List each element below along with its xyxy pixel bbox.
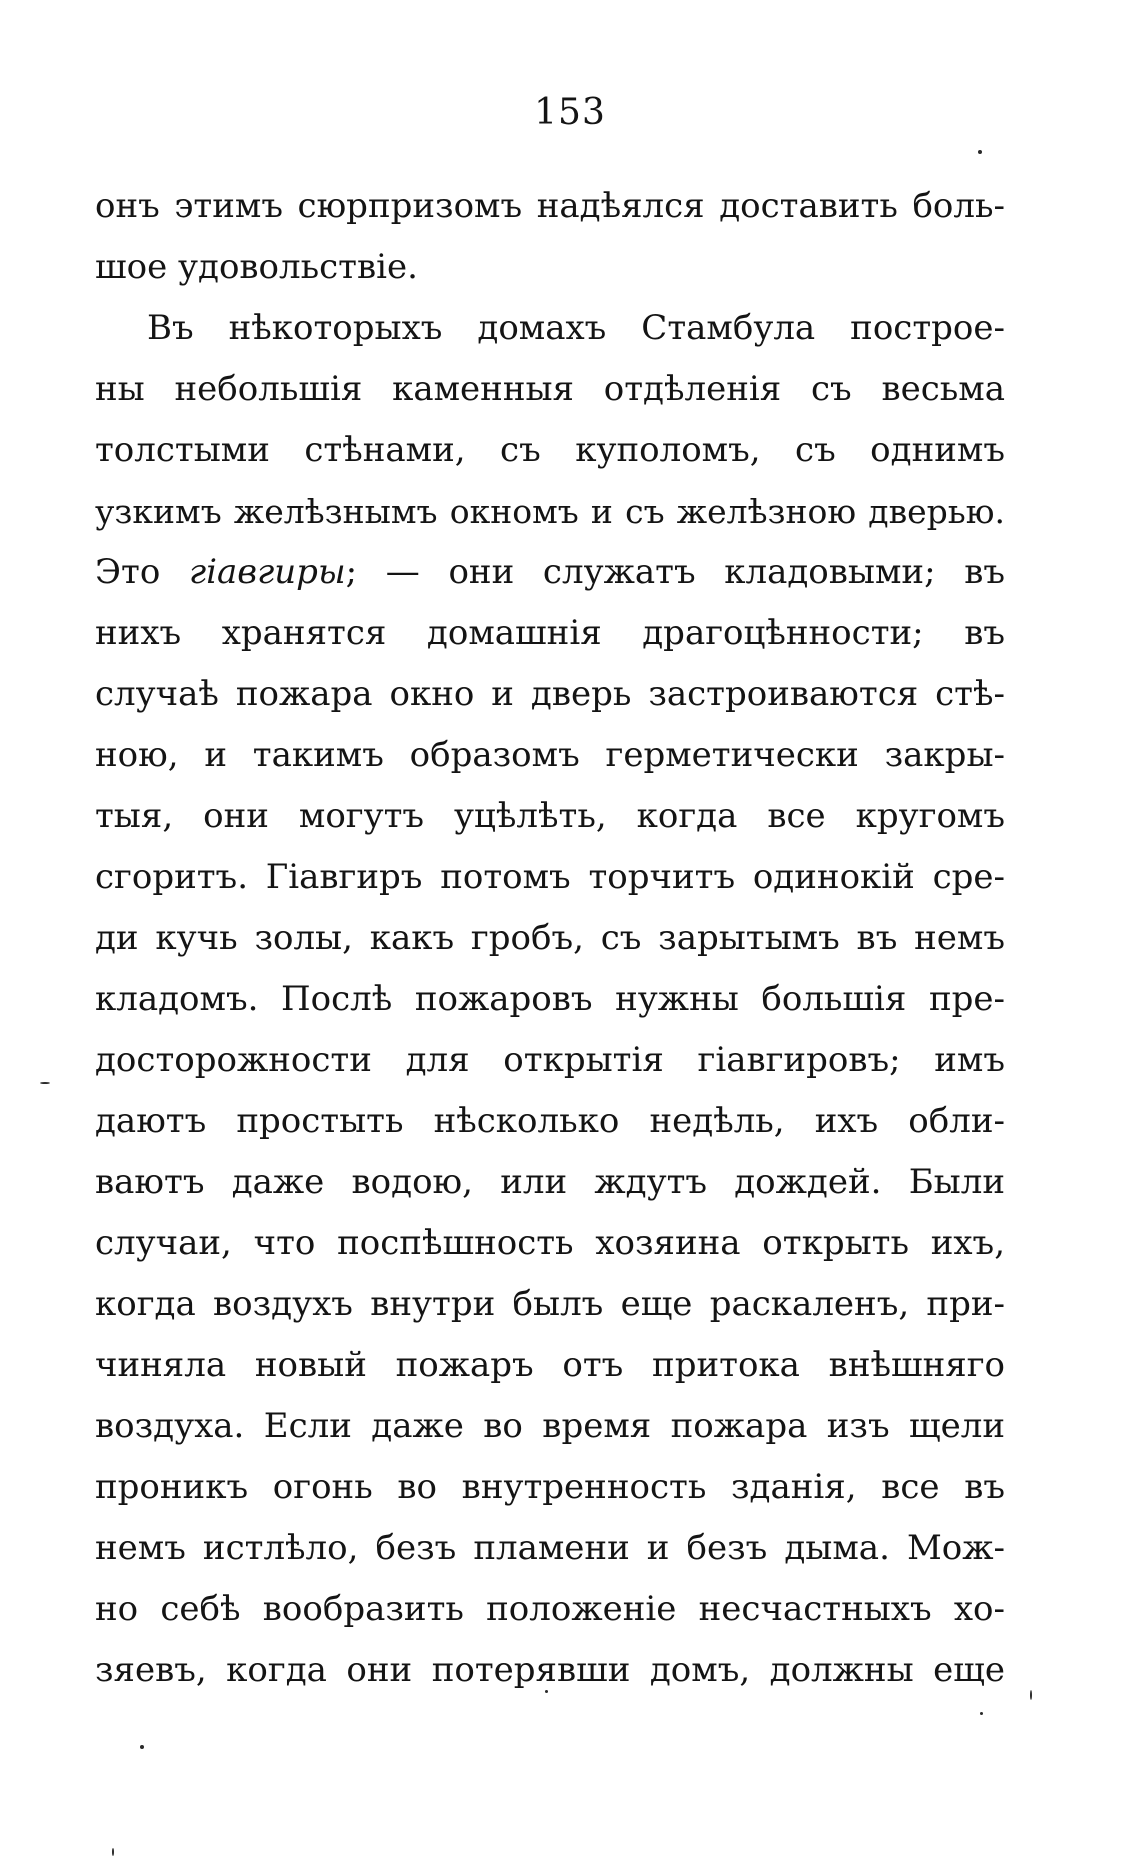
text-line: толстыми стѣнами, съ куполомъ, съ однимъ [95, 430, 1005, 470]
text-line: случаи, что поспѣшность хозяина открыть ихъ, [95, 1223, 1005, 1263]
text-segment: Это [95, 552, 189, 592]
scan-speck [545, 1690, 548, 1693]
body-text [95, 176, 1005, 1701]
text-line: даютъ простыть нѣсколько недѣль, ихъ обли- [95, 1101, 1005, 1141]
scan-speck [112, 1848, 114, 1856]
text-line [95, 542, 1005, 603]
text-line: шое удовольствіе. [95, 247, 418, 287]
text-line: кладомъ. Послѣ пожаровъ нужны большія пре- [95, 979, 1005, 1019]
scan-speck [980, 1712, 983, 1715]
text-line: чиняла новый пожаръ отъ притока внѣшняго [95, 1345, 1005, 1385]
page-number: 153 [534, 92, 606, 133]
text-line: немъ истлѣло, безъ пламени и безъ дыма. Мож- [95, 1528, 1005, 1568]
text-line: ною, и такимъ образомъ герметически закры- [95, 735, 1005, 775]
scan-speck [40, 1082, 50, 1084]
text-line: досторожности для открытія гіавгировъ; имъ [95, 1040, 1005, 1080]
text-line: узкимъ желѣзнымъ окномъ и съ желѣзною дверью. [95, 492, 1005, 531]
text-line: тыя, они могутъ уцѣлѣть, когда все кругомъ [95, 796, 1005, 836]
text-line: сгоритъ. Гіавгиръ потомъ торчитъ одинокій сре- [95, 857, 1005, 897]
text-segment: ; — они служатъ кладовыми; въ [345, 552, 1005, 592]
scan-speck [978, 150, 982, 154]
text-line: случаѣ пожара окно и дверь застроиваются стѣ- [95, 674, 1005, 714]
text-line: ваютъ даже водою, или ждутъ дождей. Были [95, 1162, 1005, 1202]
scan-speck [140, 1745, 144, 1749]
text-line: Въ нѣкоторыхъ домахъ Стамбула построе- [147, 308, 1005, 348]
text-line: ны небольшія каменныя отдѣленія съ весьма [95, 369, 1005, 409]
text-line: но себѣ вообразить положеніе несчастныхъ хо- [95, 1589, 1005, 1629]
text-line: когда воздухъ внутри былъ еще раскаленъ, при- [95, 1284, 1005, 1324]
scan-speck [1030, 1690, 1032, 1700]
text-line: онъ этимъ сюрпризомъ надѣялся доставить боль- [95, 186, 1005, 226]
text-line: проникъ огонь во внутренность зданія, все въ [95, 1467, 1005, 1507]
text-line: ди кучь золы, какъ гробъ, съ зарытымъ въ немъ [95, 918, 1005, 958]
text-line: зяевъ, когда они потерявши домъ, должны еще [95, 1650, 1005, 1690]
italic-term: гіавгиры [188, 552, 346, 592]
text-line: нихъ хранятся домашнія драгоцѣнности; въ [95, 613, 1005, 653]
text-line: воздуха. Если даже во время пожара изъ щели [95, 1406, 1005, 1446]
